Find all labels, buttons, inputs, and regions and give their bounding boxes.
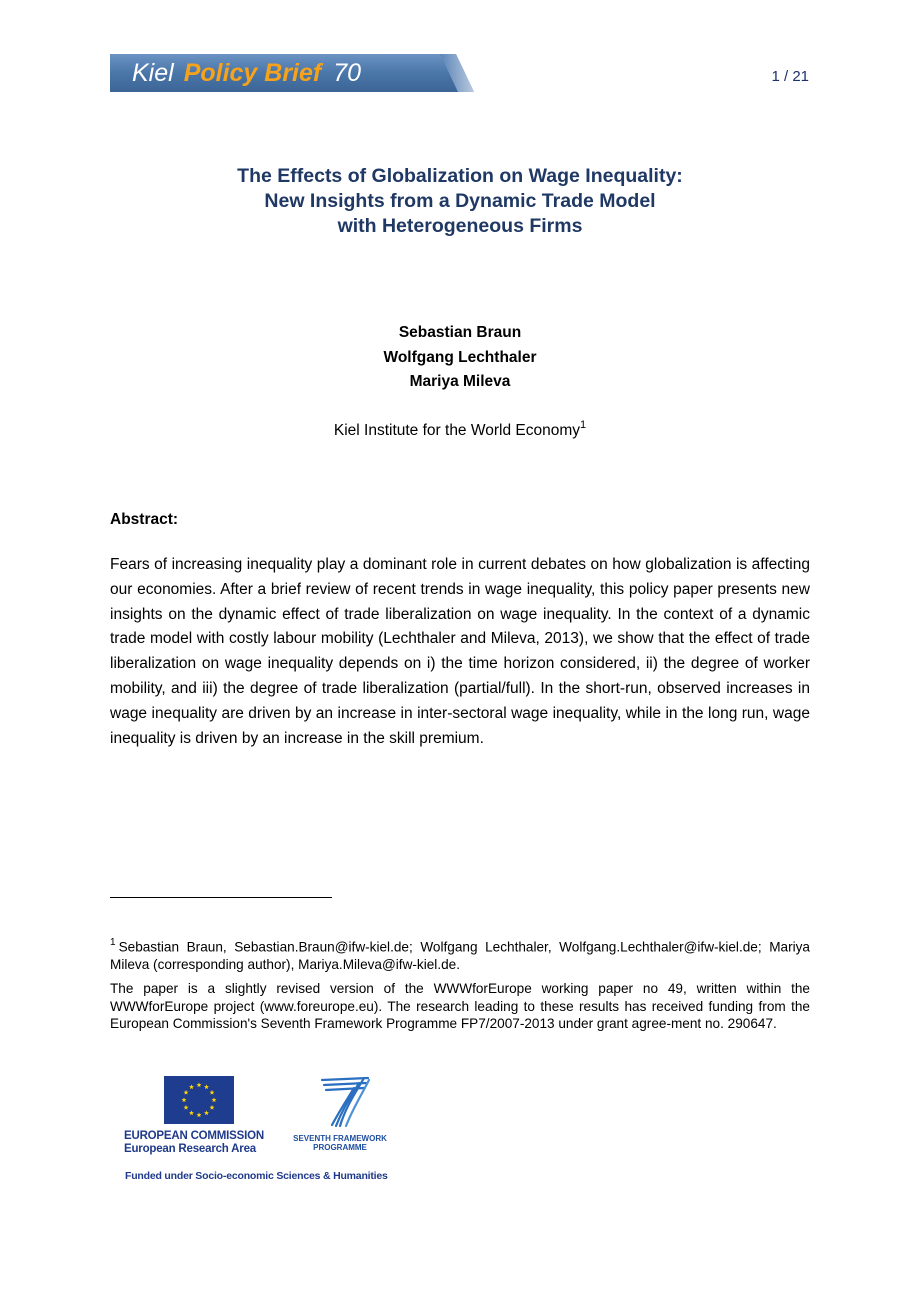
- title-line-3: with Heterogeneous Firms: [337, 215, 583, 237]
- fp7-label: [290, 1134, 390, 1152]
- document-title: [110, 164, 810, 239]
- title-line-2: New Insights from a Dynamic Trade Model: [264, 190, 656, 212]
- abstract-body: Fears of increasing inequality play a dominant role in current debates on how globalization is affecting our economies. After a brief review of recent trends in wage inequality, this policy paper presents new insights on the dynamic effect of trade liberalization on wage inequality. In the context of a dynamic trade model with costly labour mobility (Lechthaler and Mileva, 2013), we show that the effect of trade liberalization on wage inequality depends on i) the time horizon considered, ii) the degree of worker mobility, and iii) the degree of trade liberalization (partial/full). In the short-run, observed increases in wage inequality are driven by an increase in inter-sectoral wage inequality, while in the long run, wage inequality is driven by an increase in the skill premium.: [110, 556, 810, 747]
- footnote-1-text: Sebastian Braun, Sebastian.Braun@ifw-kiel.de; Wolfgang Lechthaler, Wolfgang.Lechthaler@ifw-kiel.de; Mariya Mileva (corresponding author), Mariya.Mileva@ifw-kiel.de.: [110, 939, 810, 973]
- european-commission-label: [124, 1130, 264, 1156]
- footnote-1: [110, 935, 810, 974]
- author-name: Mariya Mileva: [409, 373, 511, 390]
- fp7-line-2: PROGRAMME: [313, 1143, 367, 1152]
- eu-flag-icon: [164, 1076, 234, 1124]
- fp7-line-1: SEVENTH FRAMEWORK: [293, 1134, 387, 1143]
- footnote-marker: 1: [110, 937, 116, 948]
- issue-number: 70: [333, 59, 362, 87]
- author-name: Wolfgang Lechthaler: [383, 348, 537, 366]
- author-name: Sebastian Braun: [398, 324, 522, 341]
- series-name: [132, 57, 361, 89]
- title-line-1: The Effects of Globalization on Wage Inequality:: [237, 165, 683, 187]
- series-word-kiel: Kiel: [132, 59, 174, 87]
- footnote-separator: [110, 897, 332, 898]
- funded-under-label: Funded under Socio-economic Sciences & Humanities: [125, 1170, 388, 1182]
- abstract-heading: Abstract:: [110, 511, 179, 528]
- funding-logos: [116, 1068, 398, 1188]
- header-banner: [110, 54, 474, 92]
- author-list: [110, 321, 810, 395]
- footnote-reference: 1: [579, 419, 587, 431]
- series-word-policy-brief: Policy Brief: [183, 59, 322, 87]
- page-indicator: 1 / 21: [771, 68, 809, 85]
- ec-line-2: European Research Area: [124, 1143, 256, 1155]
- ec-line-1: EUROPEAN COMMISSION: [124, 1130, 264, 1142]
- affiliation: [110, 420, 810, 440]
- fp7-logo-icon: [316, 1074, 376, 1130]
- affiliation-text: Kiel Institute for the World Economy: [333, 422, 580, 440]
- footnote-2: The paper is a slightly revised version of the WWWforEurope working paper no 49, written within the WWWforEurope project (www.foreurope.eu). The research leading to these results has received funding from the European Commission's Seventh Framework Programme FP7/2007-2013 under grant agree-ment no. 290647.: [110, 981, 810, 1031]
